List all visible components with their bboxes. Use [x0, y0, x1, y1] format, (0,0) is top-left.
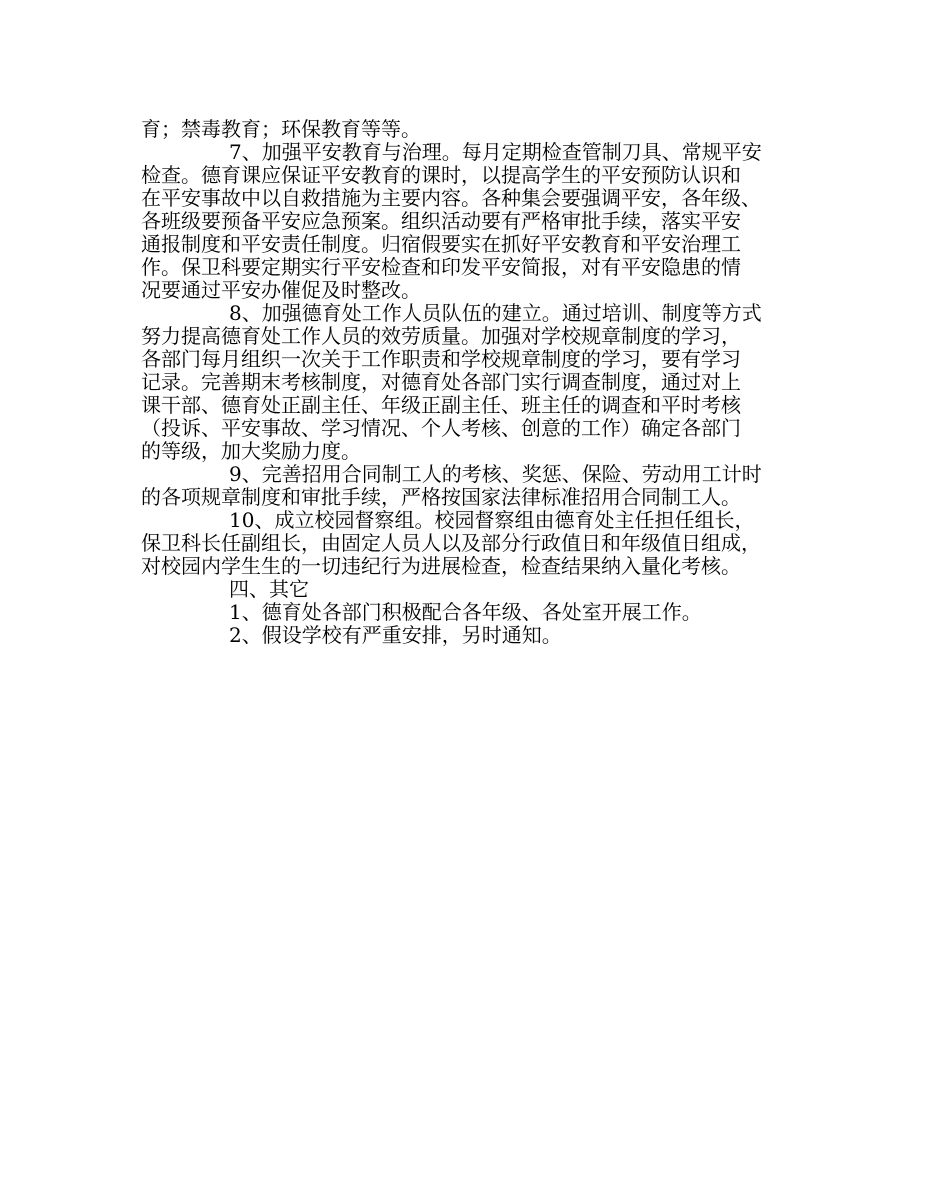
text-line: 的各项规章制度和审批手续，严格按国家法律标准招用合同制工人。	[141, 485, 741, 509]
text-line: 努力提高德育处工作人员的效劳质量。加强对学校规章制度的学习，	[141, 324, 741, 348]
text-line: 保卫科长任副组长，由固定人员人以及部分行政值日和年级值日组成，	[141, 531, 761, 555]
text-line: 通报制度和平安责任制度。归宿假要实在抓好平安教育和平安治理工	[141, 232, 741, 256]
text-line: （投诉、平安事故、学习情况、个人考核、创意的工作）确定各部门	[141, 416, 741, 440]
text-line: 的等级，加大奖励力度。	[141, 439, 361, 463]
text-line: 8、加强德育处工作人员队伍的建立。通过培训、制度等方式	[229, 301, 762, 325]
text-line: 1、德育处各部门积极配合各年级、各处室开展工作。	[229, 600, 702, 624]
text-line: 检查。德育课应保证平安教育的课时，以提高学生的平安预防认识和	[141, 163, 741, 187]
document-body	[141, 118, 831, 647]
text-line: 对校园内学生生的一切违纪行为进展检查，检查结果纳入量化考核。	[141, 554, 741, 578]
text-line: 在平安事故中以自救措施为主要内容。各种集会要强调平安，各年级、	[141, 186, 761, 210]
text-line: 四、其它	[229, 577, 309, 601]
text-line: 7、加强平安教育与治理。每月定期检查管制刀具、常规平安	[229, 140, 762, 164]
text-line: 各班级要预备平安应急预案。组织活动要有严格审批手续，落实平安	[141, 209, 741, 233]
text-line: 10、成立校园督察组。校园督察组由德育处主任担任组长，	[229, 508, 755, 532]
text-line: 9、完善招用合同制工人的考核、奖惩、保险、劳动用工计时	[229, 462, 762, 486]
text-line: 各部门每月组织一次关于工作职责和学校规章制度的学习，要有学习	[141, 347, 741, 371]
text-line: 育；禁毒教育；环保教育等等。	[141, 117, 421, 141]
text-line: 作。保卫科要定期实行平安检查和印发平安简报，对有平安隐患的情	[141, 255, 741, 279]
text-line: 记录。完善期末考核制度，对德育处各部门实行调查制度，通过对上	[141, 370, 741, 394]
text-line: 况要通过平安办催促及时整改。	[141, 278, 421, 302]
text-line: 2、假设学校有严重安排，另时通知。	[229, 623, 562, 647]
text-line: 课干部、德育处正副主任、年级正副主任、班主任的调查和平时考核	[141, 393, 741, 417]
